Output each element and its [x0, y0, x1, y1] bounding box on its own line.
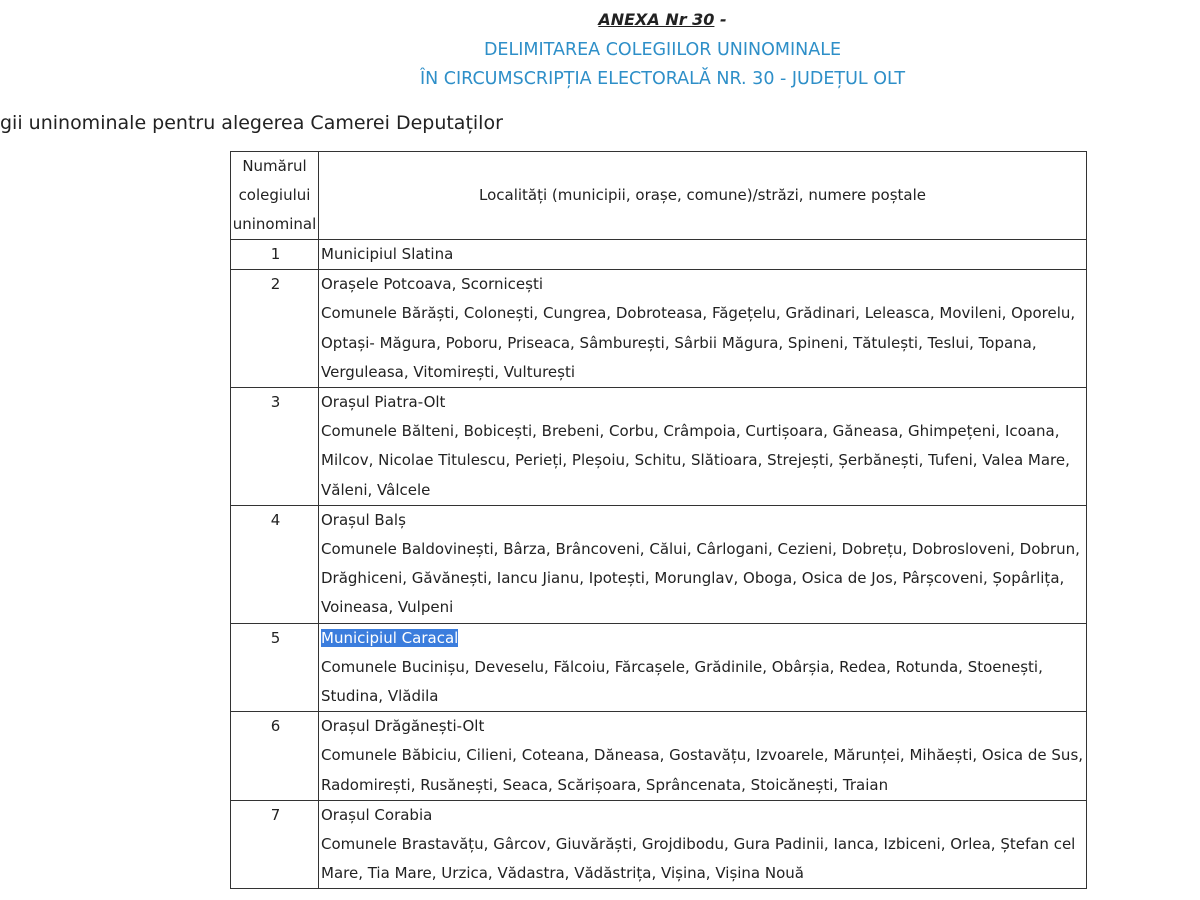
table-row [231, 240, 1087, 270]
table-row [231, 270, 1087, 388]
selected-text[interactable]: Municipiul Caracal [321, 628, 459, 647]
districts-table-container [230, 151, 1086, 889]
district-number: 1 [231, 240, 319, 270]
district-main-locality: Orașul Corabia [321, 805, 433, 824]
table-row [231, 505, 1087, 623]
district-communes: Comunele Brastavățu, Gârcov, Giuvărăști, Grojdibodu, Gura Padinii, Ianca, Izbiceni, Orlea, Ștefan cel Mare, Tia Mare, Urzica, Vădastra, Vădăstrița, Vișina, Vișina Nouă [321, 835, 1076, 883]
district-main-locality: Orașul Drăgănești-Olt [321, 717, 485, 736]
district-communes: Comunele Bucinișu, Deveselu, Fălcoiu, Fărcașele, Grădinile, Obârșia, Redea, Rotunda, Stoenești, Studina, Vlădila [321, 657, 1043, 706]
district-communes: Comunele Băbiciu, Cilieni, Coteana, Dăneasa, Gostavățu, Izvoarele, Mărunței, Mihăești, Osica de Sus, Radomirești, Rusănești, Seaca, Scărișoara, Sprâncenata, Stoicănești, Traian [321, 746, 1084, 794]
annex-title [0, 10, 1200, 29]
district-localities [319, 240, 1087, 270]
district-number: 4 [231, 505, 319, 623]
table-row [231, 623, 1087, 712]
table-row [231, 800, 1087, 889]
annex-number: ANEXA Nr 30 [598, 10, 715, 29]
district-main-locality-line [321, 624, 1084, 653]
district-main-locality: Orașele Potcoava, Scornicești [321, 275, 544, 294]
table-header-row [231, 152, 1087, 240]
district-communes: Comunele Bălteni, Bobicești, Brebeni, Corbu, Crâmpoia, Curtișoara, Găneasa, Ghimpețeni, Icoana, Milcov, Nicolae Titulescu, Perieți, Pleșoiu, Schitu, Slătioara, Strejești, Șerbănești, Tufeni, Valea Mare, Văleni, Vâlcele [321, 422, 1070, 499]
column-header-number-line-3: uninominal [232, 215, 317, 233]
district-localities [319, 270, 1087, 388]
district-number: 6 [231, 712, 319, 801]
district-communes: Comunele Baldovinești, Bârza, Brâncoveni, Călui, Cârlogani, Cezieni, Dobrețu, Dobrosloveni, Dobrun, Drăghiceni, Găvănești, Iancu Jianu, Ipotești, Morunglav, Oboga, Osica de Jos, Pârșcoveni, Șopârlița, Voineasa, Vulpeni [321, 540, 1080, 617]
district-main-locality: Municipiul Slatina [321, 245, 454, 263]
district-number: 3 [231, 388, 319, 506]
district-localities [319, 800, 1087, 889]
heading-line-1: DELIMITAREA COLEGIILOR UNINOMINALE [483, 40, 842, 60]
table-row [231, 712, 1087, 801]
table-row [231, 388, 1087, 506]
section-subtitle: gii uninominale pentru alegerea Camerei Deputaților [0, 112, 503, 134]
districts-table [230, 151, 1087, 889]
column-header-number [231, 152, 319, 240]
district-main-locality: Orașul Balș [321, 510, 406, 529]
district-number: 2 [231, 270, 319, 388]
district-communes: Comunele Bărăști, Colonești, Cungrea, Dobroteasa, Făgețelu, Grădinari, Leleasca, Movileni, Oporelu, Optași- Măgura, Poboru, Priseaca, Sâmburești, Sârbii Măgura, Spineni, Tătulești, Teslui, Topana, Verguleasa, Vitomirești, Vulturești [321, 304, 1076, 381]
district-number: 5 [231, 623, 319, 712]
heading-line-2: ÎN CIRCUMSCRIPȚIA ELECTORALĂ NR. 30 - JUDEȚUL OLT [419, 69, 906, 89]
district-localities [319, 388, 1087, 506]
district-main-locality: Orașul Piatra-Olt [321, 393, 446, 412]
annex-suffix: - [714, 10, 727, 29]
column-header-localities: Localități (municipii, orașe, comune)/străzi, numere poștale [319, 152, 1087, 240]
column-header-number-line-1: Numărul [242, 157, 307, 175]
district-localities [319, 712, 1087, 801]
district-localities [319, 623, 1087, 712]
district-localities [319, 505, 1087, 623]
district-number: 7 [231, 800, 319, 889]
column-header-number-line-2: colegiului [238, 186, 311, 204]
